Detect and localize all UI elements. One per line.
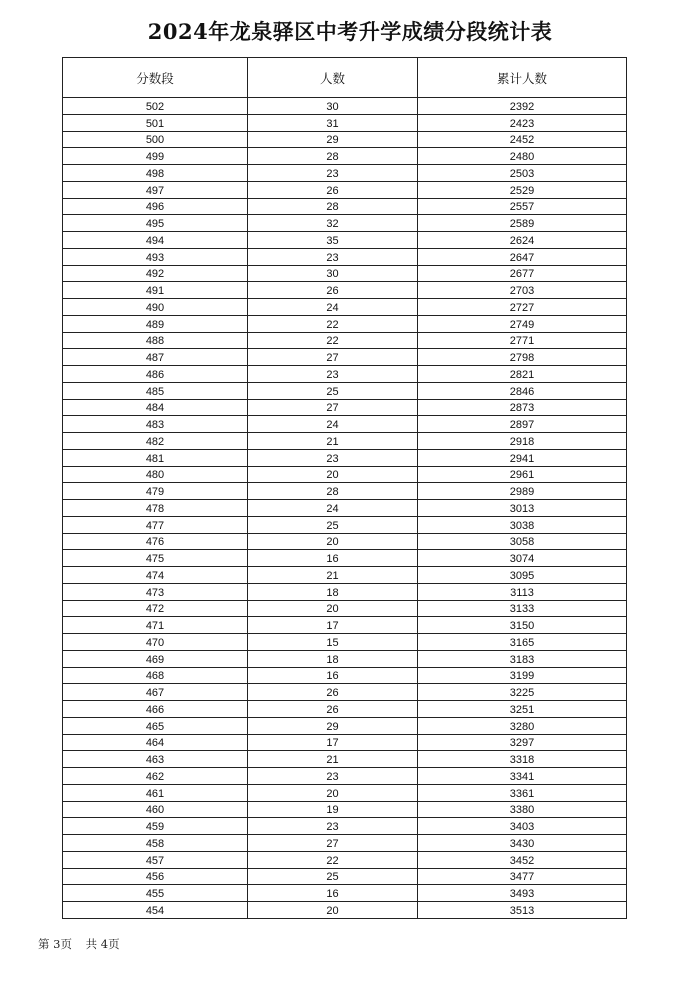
table-header <box>63 58 627 98</box>
score-cell: 489 <box>63 315 248 332</box>
count-cell: 24 <box>248 416 418 433</box>
count-cell: 26 <box>248 181 418 198</box>
cumulative-cell: 3380 <box>418 801 627 818</box>
count-cell: 21 <box>248 751 418 768</box>
table-row <box>63 801 627 818</box>
table-row <box>63 248 627 265</box>
cumulative-cell: 3452 <box>418 851 627 868</box>
count-cell: 16 <box>248 885 418 902</box>
cumulative-cell: 3251 <box>418 701 627 718</box>
cumulative-cell: 3403 <box>418 818 627 835</box>
table-row <box>63 868 627 885</box>
cumulative-cell: 2452 <box>418 131 627 148</box>
cumulative-cell: 3225 <box>418 684 627 701</box>
score-cell: 475 <box>63 550 248 567</box>
count-cell: 18 <box>248 650 418 667</box>
score-cell: 477 <box>63 516 248 533</box>
score-cell: 484 <box>63 399 248 416</box>
score-cell: 486 <box>63 366 248 383</box>
score-cell: 488 <box>63 332 248 349</box>
table-row <box>63 701 627 718</box>
count-cell: 25 <box>248 382 418 399</box>
table-row <box>63 416 627 433</box>
table-row <box>63 466 627 483</box>
table-row <box>63 282 627 299</box>
table-row <box>63 751 627 768</box>
count-cell: 15 <box>248 634 418 651</box>
score-cell: 459 <box>63 818 248 835</box>
table-row <box>63 131 627 148</box>
score-cell: 457 <box>63 851 248 868</box>
table-row <box>63 835 627 852</box>
cumulative-cell: 3013 <box>418 500 627 517</box>
count-cell: 27 <box>248 349 418 366</box>
score-cell: 499 <box>63 148 248 165</box>
cumulative-cell: 3133 <box>418 600 627 617</box>
table-row <box>63 684 627 701</box>
table-row <box>63 617 627 634</box>
score-cell: 461 <box>63 784 248 801</box>
table-row <box>63 650 627 667</box>
table-row <box>63 382 627 399</box>
count-cell: 20 <box>248 533 418 550</box>
count-cell: 29 <box>248 131 418 148</box>
score-cell: 497 <box>63 181 248 198</box>
cumulative-cell: 2873 <box>418 399 627 416</box>
cumulative-cell: 2846 <box>418 382 627 399</box>
cumulative-cell: 3074 <box>418 550 627 567</box>
count-cell: 17 <box>248 617 418 634</box>
count-cell: 20 <box>248 902 418 919</box>
cumulative-cell: 2480 <box>418 148 627 165</box>
count-cell: 21 <box>248 567 418 584</box>
count-cell: 20 <box>248 784 418 801</box>
table-row <box>63 215 627 232</box>
cumulative-cell: 2727 <box>418 299 627 316</box>
column-header-cumulative: 累计人数 <box>418 58 627 98</box>
header-row <box>63 58 627 98</box>
table-row <box>63 667 627 684</box>
table-row <box>63 600 627 617</box>
count-cell: 25 <box>248 868 418 885</box>
count-cell: 30 <box>248 98 418 115</box>
score-cell: 468 <box>63 667 248 684</box>
cumulative-cell: 2798 <box>418 349 627 366</box>
table-row <box>63 232 627 249</box>
cumulative-cell: 2821 <box>418 366 627 383</box>
page-footer <box>38 936 120 952</box>
score-cell: 485 <box>63 382 248 399</box>
count-cell: 26 <box>248 701 418 718</box>
cumulative-cell: 2529 <box>418 181 627 198</box>
cumulative-cell: 3183 <box>418 650 627 667</box>
score-cell: 482 <box>63 433 248 450</box>
table-row <box>63 449 627 466</box>
cumulative-cell: 2423 <box>418 114 627 131</box>
cumulative-cell: 2703 <box>418 282 627 299</box>
count-cell: 26 <box>248 282 418 299</box>
count-cell: 27 <box>248 835 418 852</box>
count-cell: 20 <box>248 600 418 617</box>
count-cell: 24 <box>248 500 418 517</box>
score-cell: 502 <box>63 98 248 115</box>
table-row <box>63 181 627 198</box>
count-cell: 16 <box>248 667 418 684</box>
page-title: 2024年龙泉驿区中考升学成绩分段统计表 <box>147 19 553 44</box>
cumulative-cell: 2677 <box>418 265 627 282</box>
page-number: 第 3页 <box>38 937 72 951</box>
score-cell: 480 <box>63 466 248 483</box>
score-cell: 492 <box>63 265 248 282</box>
count-cell: 22 <box>248 851 418 868</box>
cumulative-cell: 2897 <box>418 416 627 433</box>
cumulative-cell: 2771 <box>418 332 627 349</box>
count-cell: 24 <box>248 299 418 316</box>
table-row <box>63 550 627 567</box>
score-cell: 470 <box>63 634 248 651</box>
cumulative-cell: 3493 <box>418 885 627 902</box>
score-cell: 500 <box>63 131 248 148</box>
count-cell: 20 <box>248 466 418 483</box>
cumulative-cell: 3430 <box>418 835 627 852</box>
table-row <box>63 717 627 734</box>
count-cell: 21 <box>248 433 418 450</box>
table-row <box>63 98 627 115</box>
count-cell: 23 <box>248 449 418 466</box>
table-row <box>63 299 627 316</box>
score-cell: 474 <box>63 567 248 584</box>
score-cell: 456 <box>63 868 248 885</box>
score-cell: 465 <box>63 717 248 734</box>
count-cell: 29 <box>248 717 418 734</box>
score-cell: 458 <box>63 835 248 852</box>
cumulative-cell: 2503 <box>418 165 627 182</box>
cumulative-cell: 3513 <box>418 902 627 919</box>
cumulative-cell: 2647 <box>418 248 627 265</box>
table-row <box>63 399 627 416</box>
cumulative-cell: 3199 <box>418 667 627 684</box>
count-cell: 17 <box>248 734 418 751</box>
score-cell: 491 <box>63 282 248 299</box>
score-cell: 494 <box>63 232 248 249</box>
table-row <box>63 198 627 215</box>
count-cell: 30 <box>248 265 418 282</box>
table-row <box>63 818 627 835</box>
score-cell: 463 <box>63 751 248 768</box>
table-row <box>63 533 627 550</box>
score-cell: 498 <box>63 165 248 182</box>
score-cell: 495 <box>63 215 248 232</box>
cumulative-cell: 2589 <box>418 215 627 232</box>
cumulative-cell: 2918 <box>418 433 627 450</box>
table-row <box>63 114 627 131</box>
score-cell: 454 <box>63 902 248 919</box>
score-cell: 462 <box>63 768 248 785</box>
score-cell: 481 <box>63 449 248 466</box>
table-row <box>63 366 627 383</box>
count-cell: 35 <box>248 232 418 249</box>
count-cell: 22 <box>248 332 418 349</box>
cumulative-cell: 3095 <box>418 567 627 584</box>
cumulative-cell: 3165 <box>418 634 627 651</box>
cumulative-cell: 2941 <box>418 449 627 466</box>
cumulative-cell: 2392 <box>418 98 627 115</box>
table-row <box>63 165 627 182</box>
score-table <box>62 57 627 919</box>
cumulative-cell: 3113 <box>418 583 627 600</box>
count-cell: 23 <box>248 165 418 182</box>
cumulative-cell: 2989 <box>418 483 627 500</box>
count-cell: 28 <box>248 198 418 215</box>
count-cell: 22 <box>248 315 418 332</box>
table-row <box>63 315 627 332</box>
count-cell: 18 <box>248 583 418 600</box>
cumulative-cell: 2961 <box>418 466 627 483</box>
table-body <box>63 98 627 919</box>
count-cell: 25 <box>248 516 418 533</box>
count-cell: 32 <box>248 215 418 232</box>
table-row <box>63 433 627 450</box>
count-cell: 27 <box>248 399 418 416</box>
count-cell: 23 <box>248 366 418 383</box>
cumulative-cell: 3341 <box>418 768 627 785</box>
score-cell: 472 <box>63 600 248 617</box>
score-cell: 466 <box>63 701 248 718</box>
cumulative-cell: 3038 <box>418 516 627 533</box>
score-cell: 471 <box>63 617 248 634</box>
table-row <box>63 265 627 282</box>
column-header-score: 分数段 <box>63 58 248 98</box>
cumulative-cell: 3297 <box>418 734 627 751</box>
cumulative-cell: 2557 <box>418 198 627 215</box>
count-cell: 28 <box>248 148 418 165</box>
table-row <box>63 885 627 902</box>
table-row <box>63 734 627 751</box>
page-total: 共 4页 <box>85 937 120 951</box>
score-cell: 478 <box>63 500 248 517</box>
cumulative-cell: 3318 <box>418 751 627 768</box>
table-row <box>63 902 627 919</box>
table-row <box>63 483 627 500</box>
score-cell: 487 <box>63 349 248 366</box>
score-cell: 490 <box>63 299 248 316</box>
count-cell: 26 <box>248 684 418 701</box>
score-cell: 476 <box>63 533 248 550</box>
cumulative-cell: 2624 <box>418 232 627 249</box>
table-row <box>63 768 627 785</box>
count-cell: 19 <box>248 801 418 818</box>
cumulative-cell: 3361 <box>418 784 627 801</box>
table-row <box>63 500 627 517</box>
count-cell: 16 <box>248 550 418 567</box>
score-cell: 501 <box>63 114 248 131</box>
table-row <box>63 784 627 801</box>
table-row <box>63 349 627 366</box>
cumulative-cell: 3477 <box>418 868 627 885</box>
table-row <box>63 851 627 868</box>
score-cell: 464 <box>63 734 248 751</box>
count-cell: 23 <box>248 768 418 785</box>
table-row <box>63 516 627 533</box>
score-cell: 493 <box>63 248 248 265</box>
score-cell: 473 <box>63 583 248 600</box>
score-cell: 483 <box>63 416 248 433</box>
cumulative-cell: 3058 <box>418 533 627 550</box>
table-row <box>63 332 627 349</box>
column-header-count: 人数 <box>248 58 418 98</box>
table-row <box>63 148 627 165</box>
score-cell: 479 <box>63 483 248 500</box>
table-row <box>63 634 627 651</box>
score-cell: 455 <box>63 885 248 902</box>
cumulative-cell: 3280 <box>418 717 627 734</box>
count-cell: 23 <box>248 248 418 265</box>
score-cell: 460 <box>63 801 248 818</box>
score-cell: 496 <box>63 198 248 215</box>
count-cell: 23 <box>248 818 418 835</box>
cumulative-cell: 2749 <box>418 315 627 332</box>
table-row <box>63 583 627 600</box>
score-cell: 469 <box>63 650 248 667</box>
score-cell: 467 <box>63 684 248 701</box>
count-cell: 28 <box>248 483 418 500</box>
table-row <box>63 567 627 584</box>
count-cell: 31 <box>248 114 418 131</box>
cumulative-cell: 3150 <box>418 617 627 634</box>
